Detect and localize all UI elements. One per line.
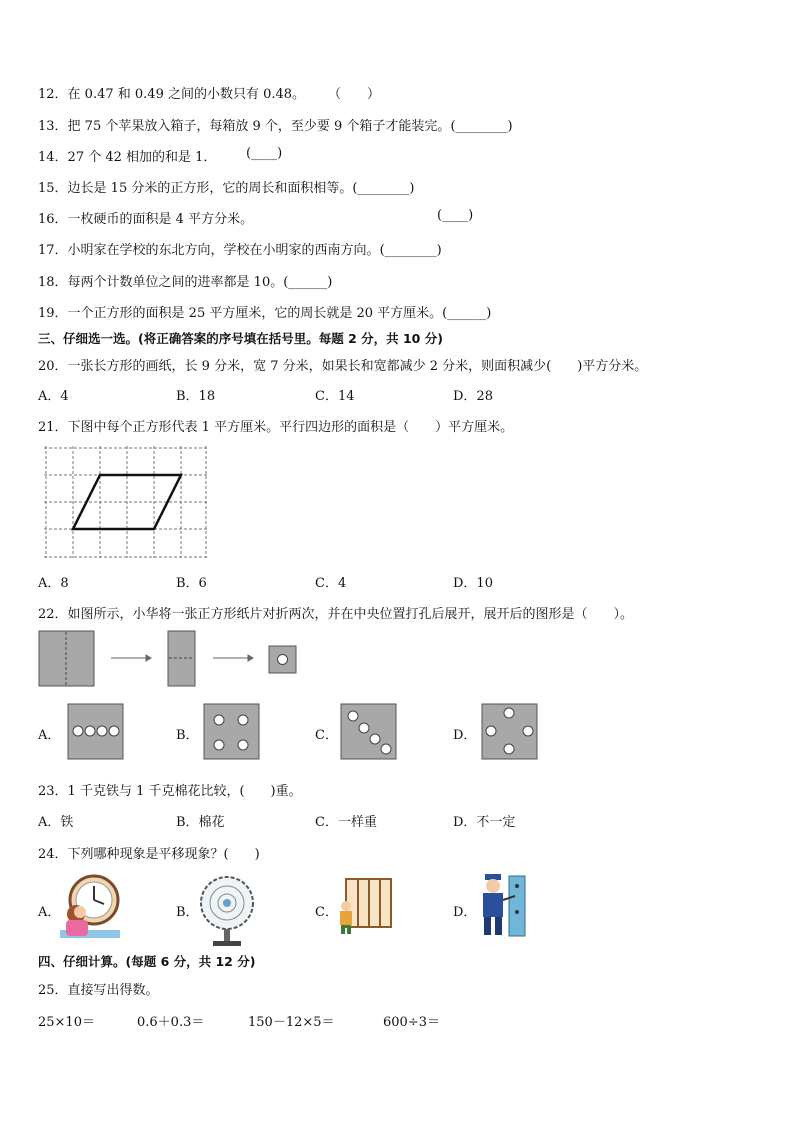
option-a-figure[interactable] bbox=[67, 703, 125, 761]
question-number: 19． bbox=[38, 306, 68, 321]
question-number: 14． bbox=[38, 150, 68, 165]
question-19 bbox=[38, 302, 491, 321]
option-a[interactable]: A． bbox=[38, 728, 61, 743]
question-number: 17． bbox=[38, 243, 68, 258]
screwdriver-picture[interactable] bbox=[475, 872, 533, 940]
question-text: 27 个 42 相加的和是 1． bbox=[67, 150, 217, 165]
option-b[interactable]: B． bbox=[176, 905, 199, 920]
option-c[interactable]: C．14 bbox=[315, 389, 355, 404]
option-b-figure[interactable] bbox=[203, 703, 261, 761]
question-text: 一个正方形的面积是 25 平方厘米，它的周长就是 20 平方厘米。 bbox=[67, 306, 443, 321]
question-number: 12． bbox=[38, 87, 68, 102]
answer-blank[interactable]: (______) bbox=[283, 275, 333, 290]
option-a[interactable]: A．4 bbox=[38, 389, 69, 404]
option-b[interactable]: B．18 bbox=[176, 389, 216, 404]
answer-blank[interactable]: (________) bbox=[352, 181, 415, 196]
question-12 bbox=[38, 83, 305, 102]
question-22: 22．如图所示，小华将一张正方形纸片对折两次，并在中央位置打孔后展开，展开后的图形是（ ）。 bbox=[38, 607, 634, 622]
punched-hole bbox=[278, 655, 288, 665]
question-text: 小明家在学校的东北方向，学校在小明家的西南方向。 bbox=[67, 243, 380, 258]
option-b[interactable]: B． bbox=[176, 728, 199, 743]
option-a[interactable]: A．8 bbox=[38, 576, 69, 591]
question-17 bbox=[38, 239, 442, 258]
calc-item: 25×10＝ bbox=[38, 1015, 95, 1030]
option-a[interactable]: A．铁 bbox=[38, 815, 74, 830]
arrow-icon bbox=[111, 655, 151, 661]
option-d[interactable]: D．28 bbox=[453, 389, 493, 404]
sliding-window-picture[interactable] bbox=[336, 876, 394, 936]
option-c[interactable]: C．一样重 bbox=[315, 815, 377, 830]
option-b[interactable]: B．棉花 bbox=[176, 815, 225, 830]
option-d[interactable]: D． bbox=[453, 905, 477, 920]
answer-blank[interactable]: (______) bbox=[442, 306, 492, 321]
question-15 bbox=[38, 177, 415, 196]
answer-blank[interactable]: (________) bbox=[450, 119, 513, 134]
calc-item: 600÷3＝ bbox=[383, 1015, 440, 1030]
option-a[interactable]: A． bbox=[38, 905, 61, 920]
option-c[interactable]: C． bbox=[315, 905, 338, 920]
question-number: 18． bbox=[38, 275, 68, 290]
question-number: 16． bbox=[38, 212, 68, 227]
option-d[interactable]: D．10 bbox=[453, 576, 493, 591]
paper-fold-figure bbox=[38, 630, 302, 688]
option-d[interactable]: D． bbox=[453, 728, 477, 743]
question-18 bbox=[38, 271, 332, 290]
section-title: 四、仔细计算。(每题 6 分，共 12 分) bbox=[38, 954, 256, 969]
arrow-icon bbox=[213, 655, 253, 661]
question-text: 每两个计数单位之间的进率都是 10。 bbox=[67, 275, 284, 290]
question-number: 15． bbox=[38, 181, 68, 196]
question-23: 23．1 千克铁与 1 千克棉花比较，( )重。 bbox=[38, 784, 302, 799]
question-24: 24．下列哪种现象是平移现象？( ) bbox=[38, 847, 260, 862]
question-21: 21．下图中每个正方形代表 1 平方厘米。平行四边形的面积是（ ）平方厘米。 bbox=[38, 420, 514, 435]
section-title: 三、仔细选一选。(将正确答案的序号填在括号里。每题 2 分，共 10 分) bbox=[38, 331, 443, 346]
option-c-figure[interactable] bbox=[340, 703, 398, 761]
question-text: 在 0.47 和 0.49 之间的小数只有 0.48。 bbox=[67, 87, 306, 102]
question-number: 13． bbox=[38, 119, 68, 134]
answer-blank[interactable]: （ ） bbox=[328, 87, 381, 102]
answer-blank[interactable]: (____) bbox=[437, 208, 474, 223]
question-text: 边长是 15 分米的正方形，它的周长和面积相等。 bbox=[67, 181, 353, 196]
question-13 bbox=[38, 115, 513, 134]
question-text: 一枚硬币的面积是 4 平方分米。 bbox=[67, 212, 254, 227]
option-d-figure[interactable] bbox=[481, 703, 539, 761]
answer-blank[interactable]: (________) bbox=[379, 243, 442, 258]
option-d[interactable]: D．不一定 bbox=[453, 815, 516, 830]
question-25: 25．直接写出得数。 bbox=[38, 983, 159, 998]
spinning-fan-picture[interactable] bbox=[199, 869, 255, 947]
question-20: 20．一张长方形的画纸，长 9 分米，宽 7 分米，如果长和宽都减少 2 分米，则面积减少( )平方分米。 bbox=[38, 359, 648, 374]
parallelogram-grid-figure bbox=[44, 446, 210, 560]
option-b[interactable]: B．6 bbox=[176, 576, 207, 591]
clock-turning-picture[interactable] bbox=[60, 874, 120, 938]
question-14 bbox=[38, 146, 216, 165]
question-text: 把 75 个苹果放入箱子，每箱放 9 个，至少要 9 个箱子才能装完。 bbox=[67, 119, 451, 134]
option-c[interactable]: C．4 bbox=[315, 576, 347, 591]
question-16 bbox=[38, 208, 253, 227]
calc-item: 0.6＋0.3＝ bbox=[137, 1015, 205, 1030]
option-c[interactable]: C． bbox=[315, 728, 338, 743]
calc-item: 150－12×5＝ bbox=[248, 1015, 335, 1030]
answer-blank[interactable]: (____) bbox=[246, 146, 283, 161]
